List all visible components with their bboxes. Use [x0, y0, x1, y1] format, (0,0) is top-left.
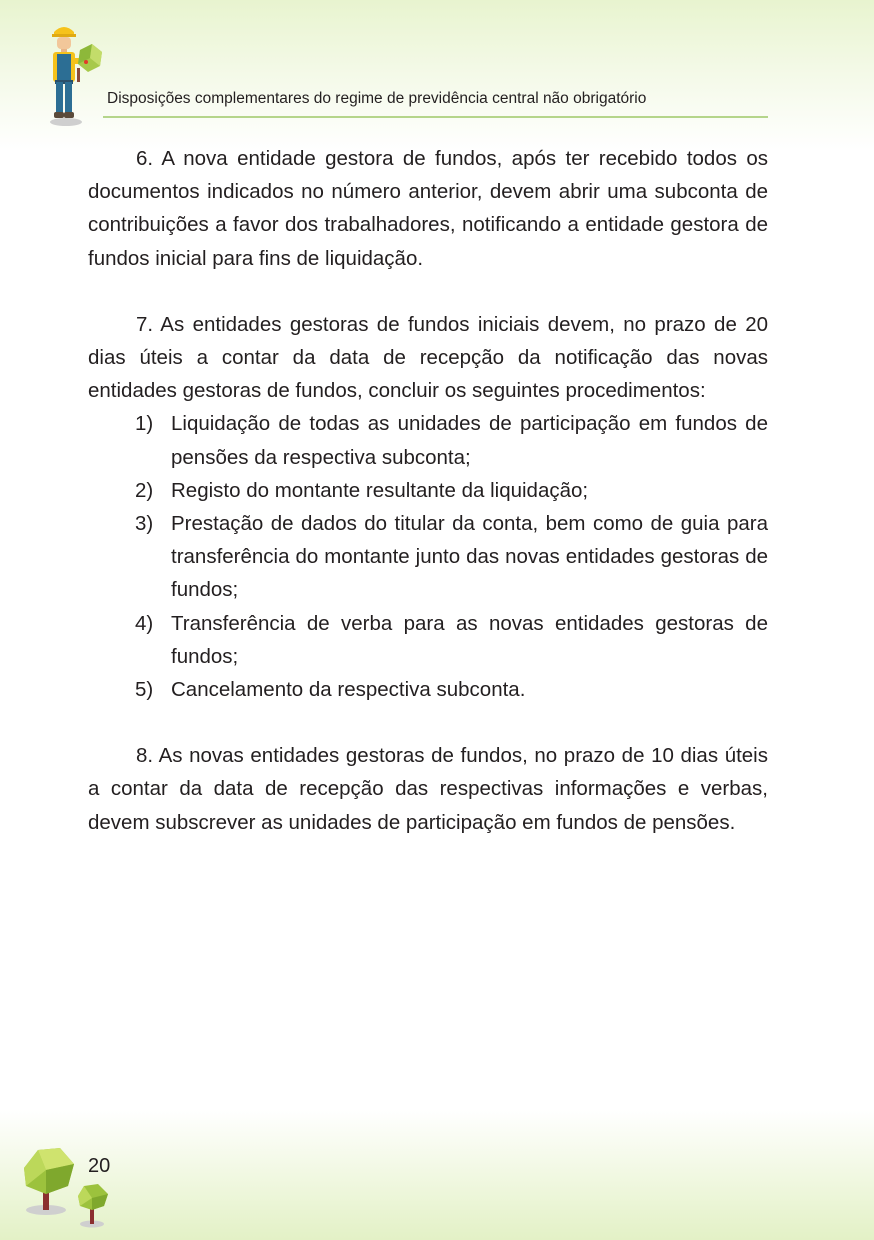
- header-divider: [103, 116, 768, 118]
- running-header: Disposições complementares do regime de previdência central não obrigatório: [107, 90, 647, 107]
- list-item-number: 1): [135, 412, 154, 436]
- list-item-number: 4): [135, 611, 154, 635]
- list-item: [88, 507, 768, 607]
- footer-background: [0, 1110, 874, 1240]
- procedure-list: [88, 407, 768, 706]
- list-item: [88, 474, 768, 507]
- list-item-text: Cancelamento da respectiva subconta.: [171, 678, 526, 702]
- list-item-text: Registo do montante resultante da liquidação;: [171, 478, 589, 502]
- list-item: [88, 673, 768, 706]
- list-item-number: 3): [135, 512, 154, 536]
- list-item-number: 5): [135, 678, 154, 702]
- header-background: [0, 0, 874, 150]
- paragraph-6: 6. A nova entidade gestora de fundos, após ter recebido todos os documentos indicados no número anterior, devem abrir uma subconta de contribuições a favor dos trabalhadores, notificando a entidade gestora de fundos inicial para fins de liquidação.: [88, 147, 768, 270]
- paragraph-8: 8. As novas entidades gestoras de fundos, no prazo de 10 dias úteis a contar da data de recepção das respectivas informações e verbas, devem subscrever as unidades de participação em fundos de pensões.: [88, 744, 768, 834]
- list-item-number: 2): [135, 478, 154, 502]
- document-body: [88, 142, 768, 839]
- list-item: [88, 407, 768, 473]
- page-number: 20: [88, 1155, 111, 1177]
- list-item-text: Transferência de verba para as novas entidades gestoras de fundos;: [171, 611, 768, 668]
- paragraph-spacer: [88, 275, 768, 308]
- list-item-text: Liquidação de todas as unidades de participação em fundos de pensões da respectiva subconta;: [171, 412, 768, 469]
- paragraph-7: 7. As entidades gestoras de fundos iniciais devem, no prazo de 20 dias úteis a contar da data de recepção da notificação das novas entidades gestoras de fundos, concluir os seguintes procedimentos:: [88, 312, 768, 403]
- paragraph-spacer: [88, 706, 768, 739]
- construction-worker-icon: [40, 22, 104, 130]
- list-item-text: Prestação de dados do titular da conta, bem como de guia para transferência do montante junto das novas entidades gestoras de fundos;: [171, 512, 768, 602]
- list-item: [88, 607, 768, 673]
